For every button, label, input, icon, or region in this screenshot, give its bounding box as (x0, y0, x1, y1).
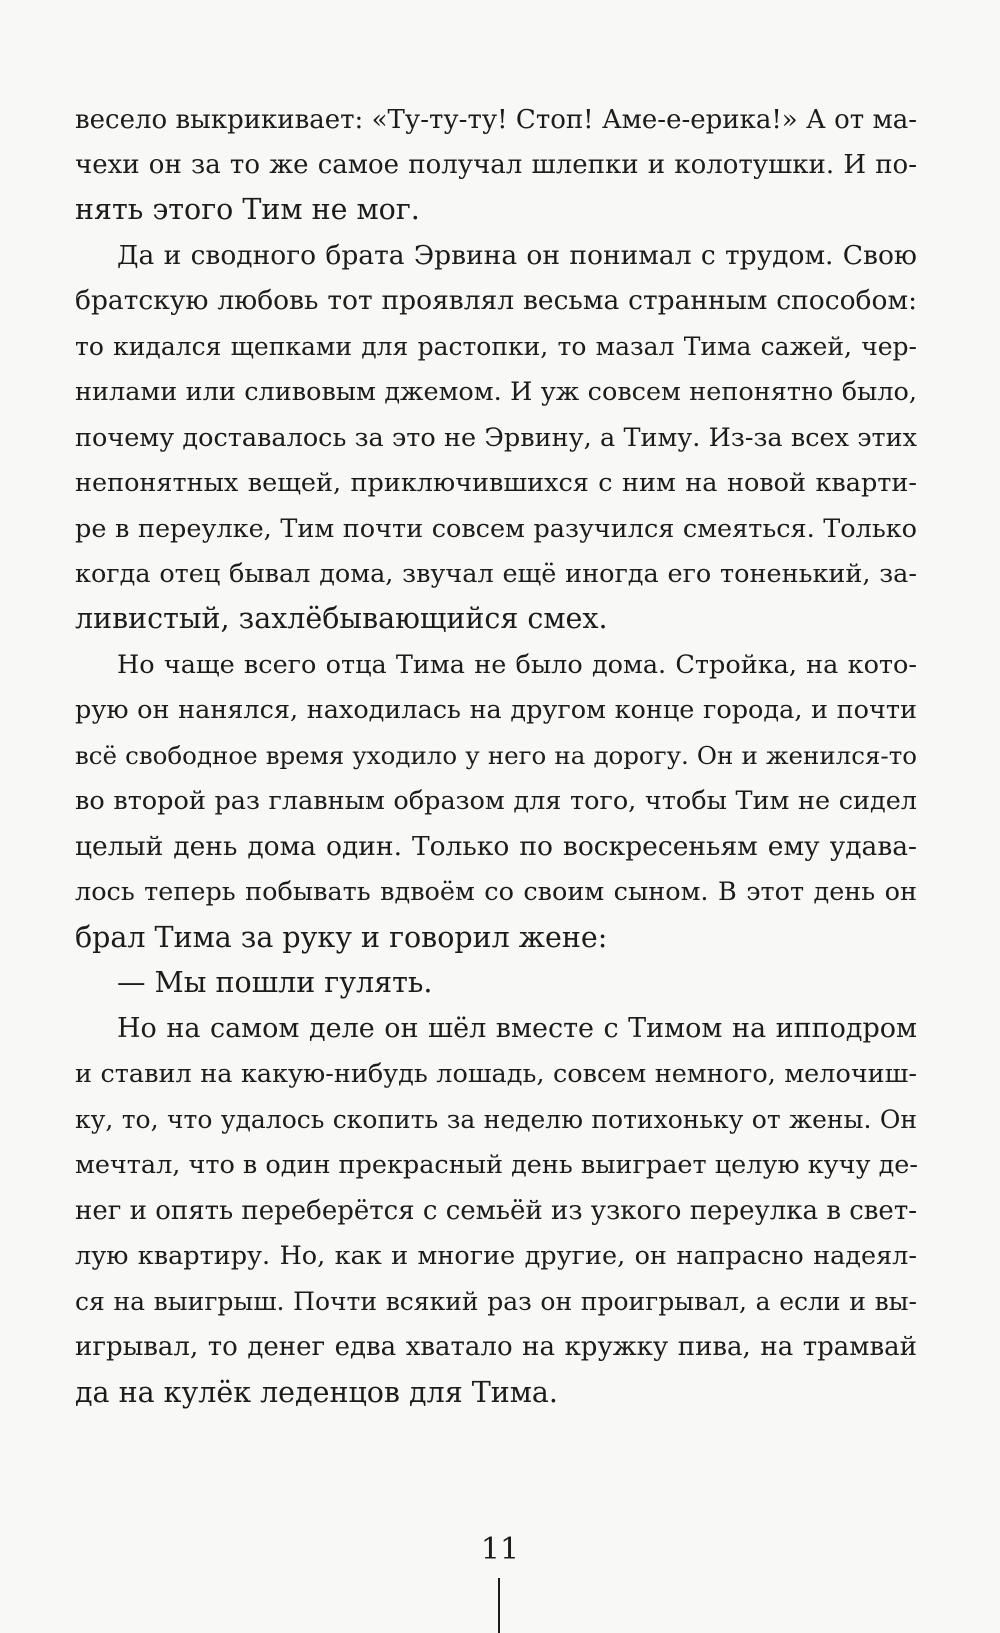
text-line: Но на самом деле он шёл вместе с Тимом на ипподром (117, 1013, 917, 1044)
text-line: братскую любовь тот проявлял весьма странным способом: (75, 285, 917, 316)
text-line: да на кулёк леденцов для Тима. (75, 1376, 558, 1409)
text-line: Но чаще всего отца Тима не было дома. Стройка, на кото- (117, 650, 917, 680)
text-line: весело выкрикивает: «Ту-ту-ту! Стоп! Аме-е-ерика!» А от ма- (75, 105, 917, 135)
text-line: ре в переулке, Тим почти совсем разучился смеяться. Только (75, 514, 917, 544)
text-line: нег и опять переберётся с семьёй из узкого переулка в свет- (75, 1196, 917, 1226)
text-line: игрывал, то денег едва хватало на кружку пива, на трамвай (75, 1332, 917, 1362)
text-line: всё свободное время уходило у него на дорогу. Он и женился-то (75, 741, 917, 770)
text-line: лую квартиру. Но, как и многие другие, он напрасно надеял- (75, 1241, 917, 1271)
text-line: ся на выигрыш. Почти всякий раз он проигрывал, а если и вы- (75, 1287, 917, 1316)
text-line: нять этого Тим не мог. (75, 193, 420, 226)
text-line: целый день дома один. Только по воскресеньям ему удава- (75, 831, 917, 862)
text-line: то кидался щепками для растопки, то мазал Тима сажей, чер- (75, 332, 917, 361)
page-number: 11 (480, 1532, 520, 1567)
text-line: рую он нанялся, находилась на другом конце города, и почти (75, 695, 917, 725)
text-line: нилами или сливовым джемом. И уж совсем непонятно было, (75, 377, 917, 407)
text-line: Да и сводного брата Эрвина он понимал с трудом. Свою (117, 240, 917, 271)
text-line: ку, то, что удалось скопить за неделю потихоньку от жены. Он (75, 1105, 917, 1134)
text-line: во второй раз главным образом для того, чтобы Тим не сидел (75, 786, 917, 816)
text-line: почему доставалось за это не Эрвину, а Тиму. Из-за всех этих (75, 423, 917, 453)
text-line: брал Тима за руку и говорил жене: (75, 921, 608, 954)
text-line: мечтал, что в один прекрасный день выиграет целую кучу де- (75, 1150, 919, 1180)
text-line: непонятных вещей, приключившихся с ним на новой кварти- (75, 468, 917, 498)
text-line: чехи он за то же самое получал шлепки и колотушки. И по- (75, 150, 917, 180)
text-line: лось теперь побывать вдвоём со своим сыном. В этот день он (75, 877, 917, 907)
page-rule-divider (498, 1578, 500, 1633)
text-line: ливистый, захлёбывающийся смех. (75, 602, 608, 635)
text-line: и ставил на какую-нибудь лошадь, совсем немного, мелочиш- (75, 1059, 917, 1089)
text-line: когда отец бывал дома, звучал ещё иногда его тоненький, за- (75, 559, 917, 589)
dialogue-line: — Мы пошли гулять. (117, 966, 433, 999)
